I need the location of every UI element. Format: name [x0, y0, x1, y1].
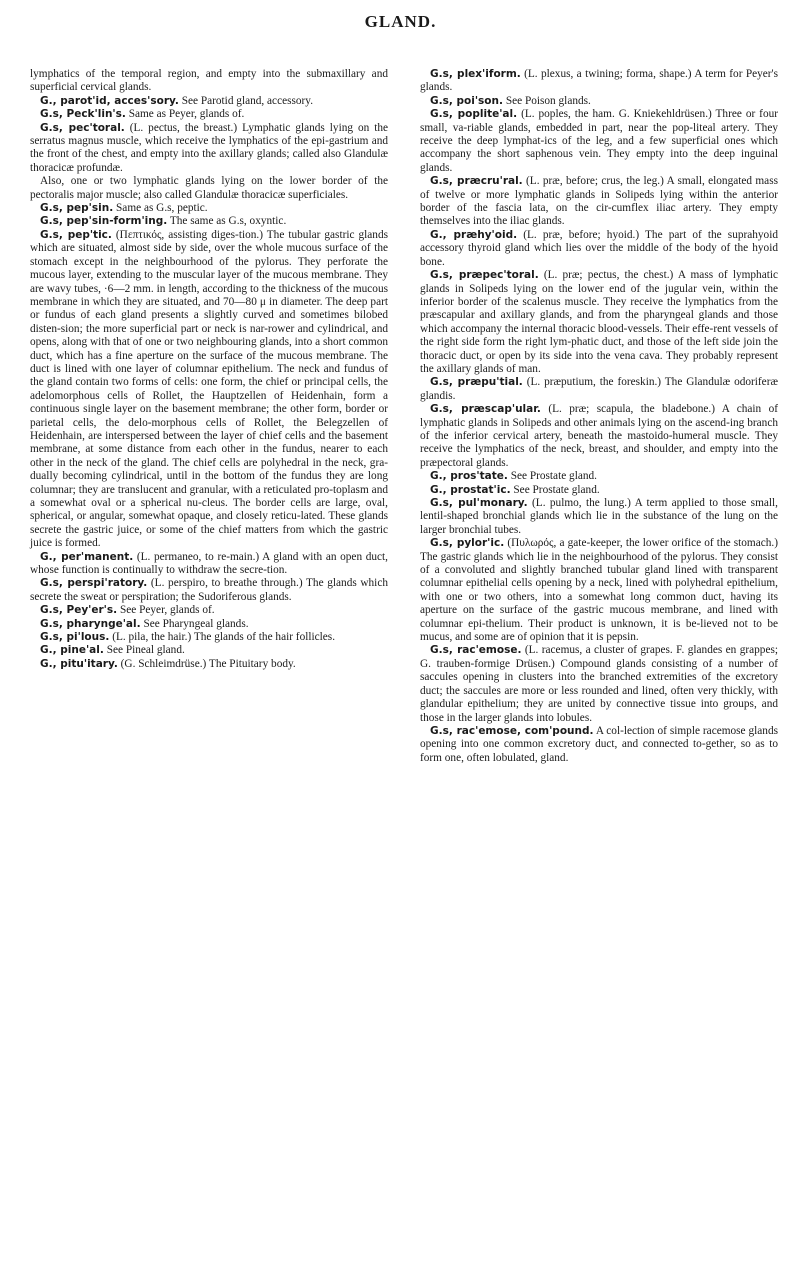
entry-paragraph	[420, 68, 778, 95]
entry-paragraph	[30, 95, 388, 108]
entry-headword: G.s, rac'emose, com'pound.	[430, 724, 594, 737]
entry-paragraph	[30, 68, 388, 95]
entry-headword: G., parot'id, acces'sory.	[40, 94, 179, 107]
entry-headword: G.s, pec'toral.	[40, 121, 125, 134]
entry-headword: G., pitu'itary.	[40, 657, 118, 670]
entry-paragraph	[420, 95, 778, 108]
entry-definition: See Peyer, glands of.	[119, 604, 215, 617]
entry-paragraph	[420, 497, 778, 537]
entry-paragraph	[30, 604, 388, 617]
entry-headword: G.s, pharynge'al.	[40, 617, 141, 630]
entry-paragraph	[30, 108, 388, 121]
entry-headword: G.s, pi'lous.	[40, 631, 110, 644]
entry-paragraph	[420, 470, 778, 483]
entry-definition: (Πεπτικός, assisting diges-tion.) The tubular gastric glands which are situated, almost side by side, over the whole mucous surface of the stomach except in the neighbourhood of the pylorus. They perforate the mucous layer, extending to the muscular layer of the mucous membrane. They are wavy tubes, ·6—2 mm. in length, according to the thickness of the mucous membrane in which they are situated, and 70—80 μ in diameter. The deep part or fundus of each gland presents a slightly curved and sometimes bilobed disten-sion; the more superficial part or neck is nar-rower and cylindrical, and opens, along with that of one or two neighbouring glands, into a short common duct, which has a fine aperture on the surface of the mucous membrane. The duct is lined with one layer of columnar epithelium. The neck and fundus of the gland contain two forms of cells: one form, the chief or principal cells, the adelomorphous cells of Rollet, the Hauptzellen of Heidenhain, form a continuous single layer on the basement membrane; the other form, border or parietal cells, the delo-morphous cells of Rollet, the Belegzellen of Heidenhain, are interspersed between the layer of chief cells and the basement membrane, at some distance from each other in the fundus, nearer to each other in the neck of the gland. The chief cells are polyhedral in the neck, gra-dually becoming cylindrical, until in the bottom of the fundus they are long columnar; they are translucent and granular, with a reticulated pro-toplasm and a somewhat oval or a spherical nu-cleus. The border cells are large, oval, spherical, or angular, somewhat opaque, and closely reticu-lated. These glands secrete the gastric juice, or some of the chief matters from which the gastric juice is formed.	[30, 228, 389, 550]
entry-definition: (L. præ; scapula, the bladebone.) A chain of lymphatic glands in Solipeds and other animals lying on the ascend-ing branch of the inferior cervical artery, beneath the mastoido-humeral muscle. They receive the lymphatics of the neck, breast, and shoulder, and empty into the præpectoral glands.	[420, 403, 778, 469]
entry-paragraph	[30, 215, 388, 228]
entry-headword: G.s, præcru'ral.	[430, 175, 523, 188]
entry-definition: (L. pulmo, the lung.) A term applied to those small, lentil-shaped bronchial glands which lie in the substance of the lung on the larger bronchial tubes.	[420, 497, 778, 536]
entry-definition: See Pineal gland.	[106, 644, 185, 657]
entry-paragraph	[30, 175, 388, 202]
entry-definition: See Prostate gland.	[510, 470, 597, 483]
entry-headword: G.s, Pey'er's.	[40, 604, 118, 617]
entry-definition: (G. Schleimdrüse.) The Pituitary body.	[120, 657, 296, 670]
entry-headword: G.s, pep'sin-form'ing.	[40, 215, 168, 228]
entry-definition: (L. permaneo, to re-main.) A gland with an open duct, whose function is continually to withdraw the secre-tion.	[30, 550, 389, 577]
entry-headword: G.s, pylor'ic.	[430, 537, 505, 550]
entry-paragraph	[420, 108, 778, 175]
entry-definition: Same as Peyer, glands of.	[128, 108, 245, 121]
entry-definition: (L. præ; pectus, the chest.) A mass of lymphatic glands in Solipeds lying on the lower end of the jugular vein, within the inferior border of the scalenus muscle. They receive the lymphatics from the præscapular and axillary glands, and from the pharyngeal glands and those which accompany the internal thoracic blood-vessels. Their effe-rent vessels of the right side form the right lym-phatic duct, and those of the left side join the thoracic duct, or open by its side into the vena cava. They probably represent the axillary glands of man.	[420, 269, 778, 375]
entry-definition: (L. poples, the ham. G. Kniekehldrüsen.) Three or four small, va-riable glands, embedded in part, near the pop-liteal artery. They receive the deep lymphat-ics of the leg, and a few superficial ones which accompany the short saphenous vein. They empty into the deep inguinal glands.	[420, 108, 778, 174]
entry-paragraph	[30, 229, 388, 551]
entry-definition: See Pharyngeal glands.	[143, 617, 249, 630]
entry-paragraph	[30, 618, 388, 631]
entry-paragraph	[30, 577, 388, 604]
entry-headword: G.s, Peck'lin's.	[40, 108, 126, 121]
entry-paragraph	[420, 175, 778, 229]
entry-paragraph	[30, 658, 388, 671]
entry-definition: (L. perspiro, to breathe through.) The glands which secrete the sweat or perspiration; the Sudoriferous glands.	[30, 577, 388, 603]
entry-paragraph	[420, 537, 778, 644]
entry-headword: G., pros'tate.	[430, 470, 508, 483]
entry-headword: G., per'manent.	[40, 550, 134, 563]
right-column	[420, 68, 778, 765]
entry-definition: See Parotid gland, accessory.	[181, 94, 314, 107]
entry-headword: G.s, pep'tic.	[40, 228, 112, 241]
entry-paragraph	[420, 229, 778, 269]
entry-headword: G.s, præscap'ular.	[430, 403, 541, 416]
entry-headword: G.s, plex'iform.	[430, 68, 521, 80]
entry-headword: G., præhy'oid.	[430, 228, 518, 241]
entry-paragraph	[420, 403, 778, 470]
entry-paragraph	[30, 202, 388, 215]
entry-definition: The same as G.s, oxyntic.	[169, 215, 287, 228]
entry-paragraph	[30, 551, 388, 578]
entry-definition: A col-lection of simple racemose glands opening into one common excretory duct, and connected to-gether, so as to form one, often lobulated, gland.	[420, 724, 778, 764]
entry-definition: (Πυλωρός, a gate-keeper, the lower orifice of the stomach.) The gastric glands which lie in the neighbourhood of the pylorus. They consist of a convoluted and slightly branched tubular gland lined with transparent columnar epithelial cells opening by a neck, lined with polyhedral epithelium, with one or two others, into a somewhat long common duct, having its aperture on the surface of the gastric mucous membrane, and lined with columnar epi-thelium. Their product is unknown, it is be-lieved not to be mucus, and some are of opinion that it is pepsin.	[420, 537, 778, 644]
entry-definition: Also, one or two lymphatic glands lying on the lower border of the pectoralis major muscle; also called Glandulæ thoracicæ superficiales.	[30, 175, 388, 201]
entry-definition: (L. pectus, the breast.) Lymphatic glands lying on the serratus magnus muscle, which receive the lymphatics of the epi-gastrium and the front of the chest, and empty into the axillary glands; called also Glandulæ thoracicæ profundæ.	[30, 121, 388, 174]
entry-definition: lymphatics of the temporal region, and empty into the submaxillary and superficial cervical glands.	[30, 68, 388, 94]
entry-definition: (L. plexus, a twining; forma, shape.) A term for Peyer's glands.	[420, 68, 778, 94]
entry-paragraph	[420, 376, 778, 403]
entry-headword: G.s, pul'monary.	[430, 497, 528, 509]
entry-definition: (L. pila, the hair.) The glands of the hair follicles.	[112, 631, 336, 644]
entry-definition: (L. præputium, the foreskin.) The Glandulæ odoriferæ glandis.	[420, 376, 778, 402]
entry-headword: G.s, poi'son.	[430, 94, 503, 107]
entry-headword: G.s, poplite'al.	[430, 108, 518, 121]
running-head: GLAND.	[364, 12, 437, 31]
entry-headword: G.s, præpu'tial.	[430, 376, 523, 389]
entry-headword: G.s, pep'sin.	[40, 202, 114, 215]
entry-paragraph	[420, 725, 778, 765]
entry-definition: (L. præ, before; crus, the leg.) A small, elongated mass of twelve or more lymphatic glands in Solipeds lying within the anterior border of the fascia lata, on the cir-cumflex iliac artery. They empty themselves into the iliac glands.	[420, 175, 778, 228]
entry-definition: (L. præ, before; hyoid.) The part of the suprahyoid accessory thyroid gland which lies over the middle of the body of the hyoid bone.	[420, 228, 778, 268]
entry-headword: G.s, perspi'ratory.	[40, 577, 148, 590]
entry-paragraph	[30, 122, 388, 176]
entry-paragraph	[420, 269, 778, 376]
entry-paragraph	[30, 631, 388, 644]
entry-paragraph	[420, 644, 778, 724]
entry-definition: Same as G.s, peptic.	[116, 202, 208, 215]
entry-definition: See Poison glands.	[505, 94, 591, 107]
entry-headword: G.s, rac'emose.	[430, 644, 522, 657]
entry-paragraph	[420, 484, 778, 497]
entry-paragraph	[30, 644, 388, 657]
entry-definition: See Prostate gland.	[513, 483, 600, 496]
entry-headword: G.s, præpec'toral.	[430, 269, 539, 282]
entry-headword: G., pine'al.	[40, 644, 104, 657]
entry-headword: G., prostat'ic.	[430, 483, 511, 496]
entry-definition: (L. racemus, a cluster of grapes. F. glandes en grappes; G. trauben-formige Drüsen.) Compound glands consisting of a number of saccules opening in clusters into the branched extremities of the excretory duct; the saccules are more or less rounded and lined, often very thickly, with glandular epithelium; they are united by connective tissue into groups, and those in the larger glands into lobules.	[420, 644, 779, 724]
left-column	[30, 68, 388, 671]
